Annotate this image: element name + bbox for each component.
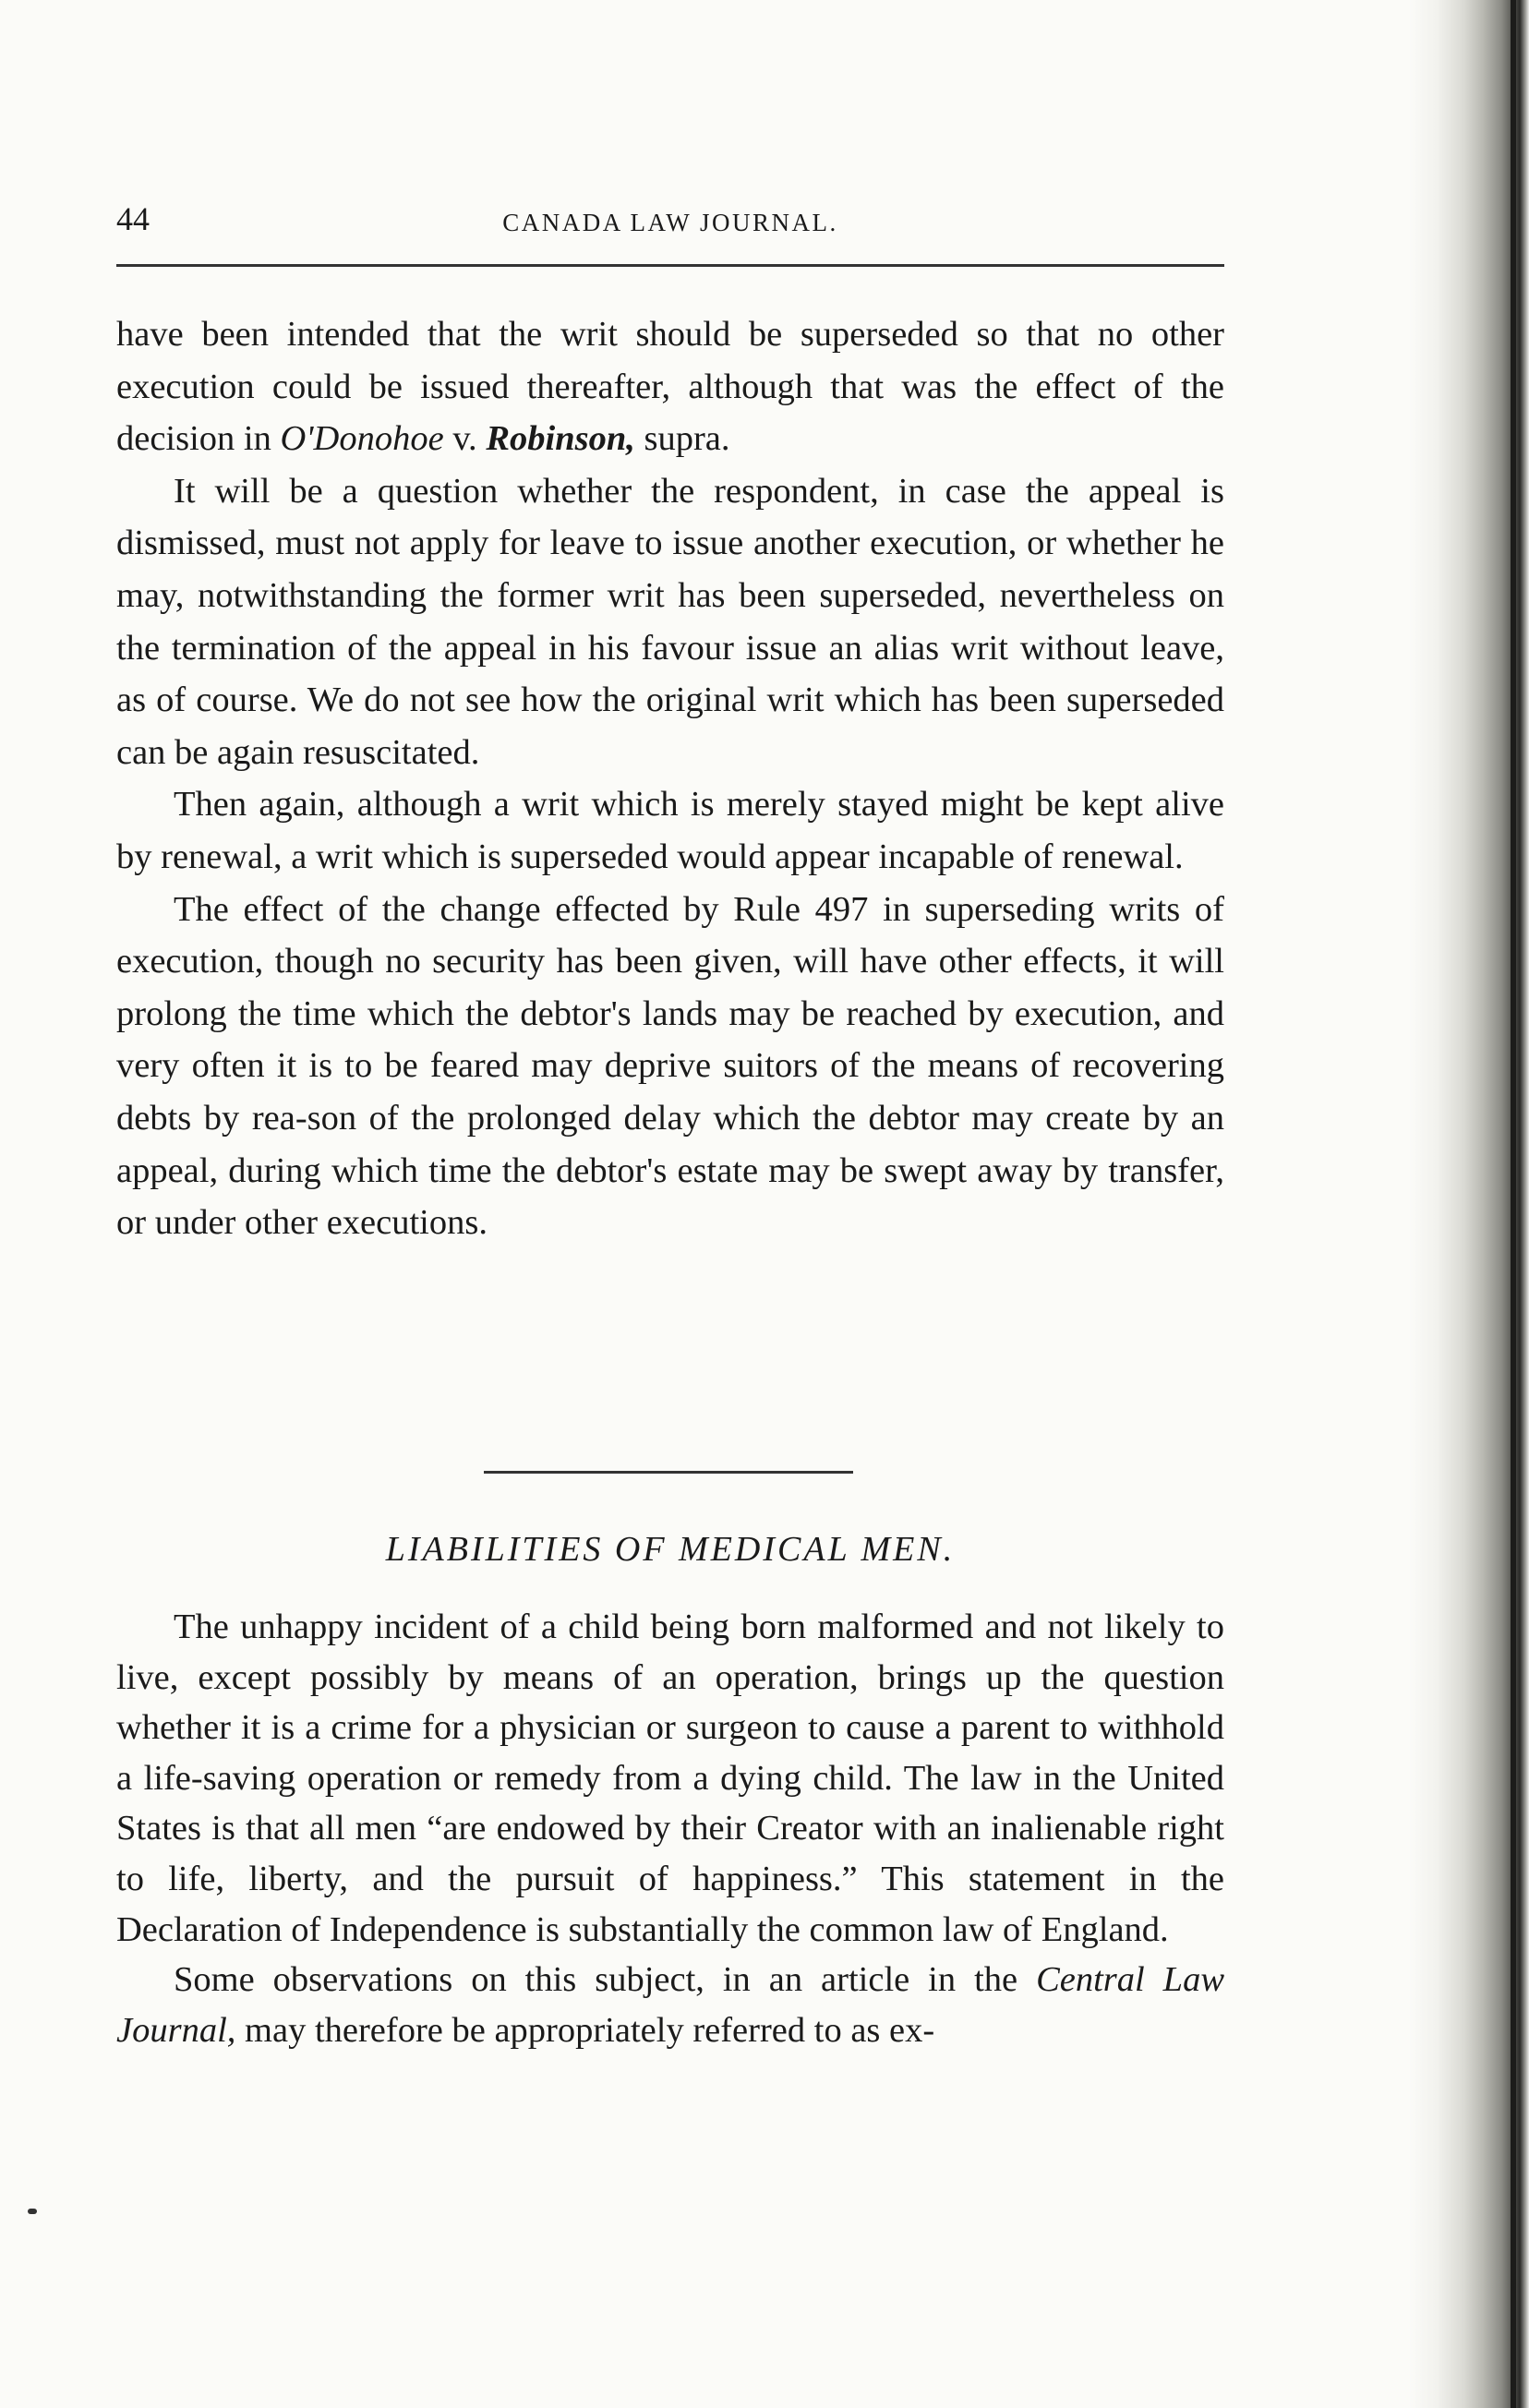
versus-text: v.: [443, 419, 487, 459]
section-heading-medical-men: LIABILITIES OF MEDICAL MEN.: [385, 1530, 956, 1569]
paragraph-text: have been intended that the writ should be superseded so that no other execution could be issued thereafter, although that was the effect of the decision in: [116, 315, 1224, 459]
paragraph-malformed-child: The unhappy incident of a child being born malformed and not likely to live, except possibly by means of an operation, brings up the question whether it is a crime for a physician or surgeon to cause a parent to withhold a life-saving operation or remedy from a dying child. The law in the United States is that all men “are endowed by their Creator with an inalienable right to life, liberty, and the pursuit of happiness.” This statement in the Declaration of Independence is substantially the common law of England.: [116, 1607, 1224, 1949]
page-number: 44: [116, 200, 150, 237]
paragraph-text: supra.: [634, 419, 730, 459]
journal-name: Central Law Journal,: [116, 1960, 1224, 2050]
paragraph-alias-writ: It will be a question whether the respondent, in case the appeal is dismissed, must not apply for leave to issue another execution, or whether he may, notwithstanding the former writ has been superseded, nevertheless on the termination of the appeal in his favour issue an alias writ without leave, as of course. We do not see how the original writ which has been superseded can be again resuscitated.: [116, 471, 1224, 772]
section-divider-rule: [484, 1471, 853, 1474]
paragraph-central-law-journal: [116, 1955, 1224, 2055]
running-title: CANADA LAW JOURNAL.: [502, 209, 838, 236]
paragraph-text: may therefore be appropriately referred to as ex-: [235, 2010, 935, 2050]
paragraph-rule-497: The effect of the change effected by Rule 497 in superseding writs of execution, though no security has been given, will have other effects, it will prolong the time which the debtor's lands may be reached by execution, and very often it is to be feared may deprive suitors of the means of recovering debts by rea-son of the prolonged delay which the debtor may create by an appeal, during which time the debtor's estate may be swept away by transfer, or under other executions.: [116, 889, 1224, 1243]
binding-shadow-line: [1511, 0, 1516, 2408]
header-rule: [116, 264, 1224, 267]
paragraph-text: Some observations on this subject, in an article in the: [174, 1960, 1037, 2000]
case-name-odonohoe: O'Donohoe: [280, 419, 444, 459]
ink-smudge: [28, 2209, 37, 2214]
paragraph-renewal: Then again, although a writ which is merely stayed might be kept alive by renewal, a writ which is superseded would appear incapable of renewal.: [116, 785, 1224, 876]
case-name-robinson: Robinson,: [486, 419, 635, 459]
paragraph-continuation: [116, 308, 1224, 465]
page-header: [116, 196, 1224, 242]
section-writ-execution: [116, 308, 1224, 1249]
section-medical-liabilities: [116, 1602, 1224, 2055]
